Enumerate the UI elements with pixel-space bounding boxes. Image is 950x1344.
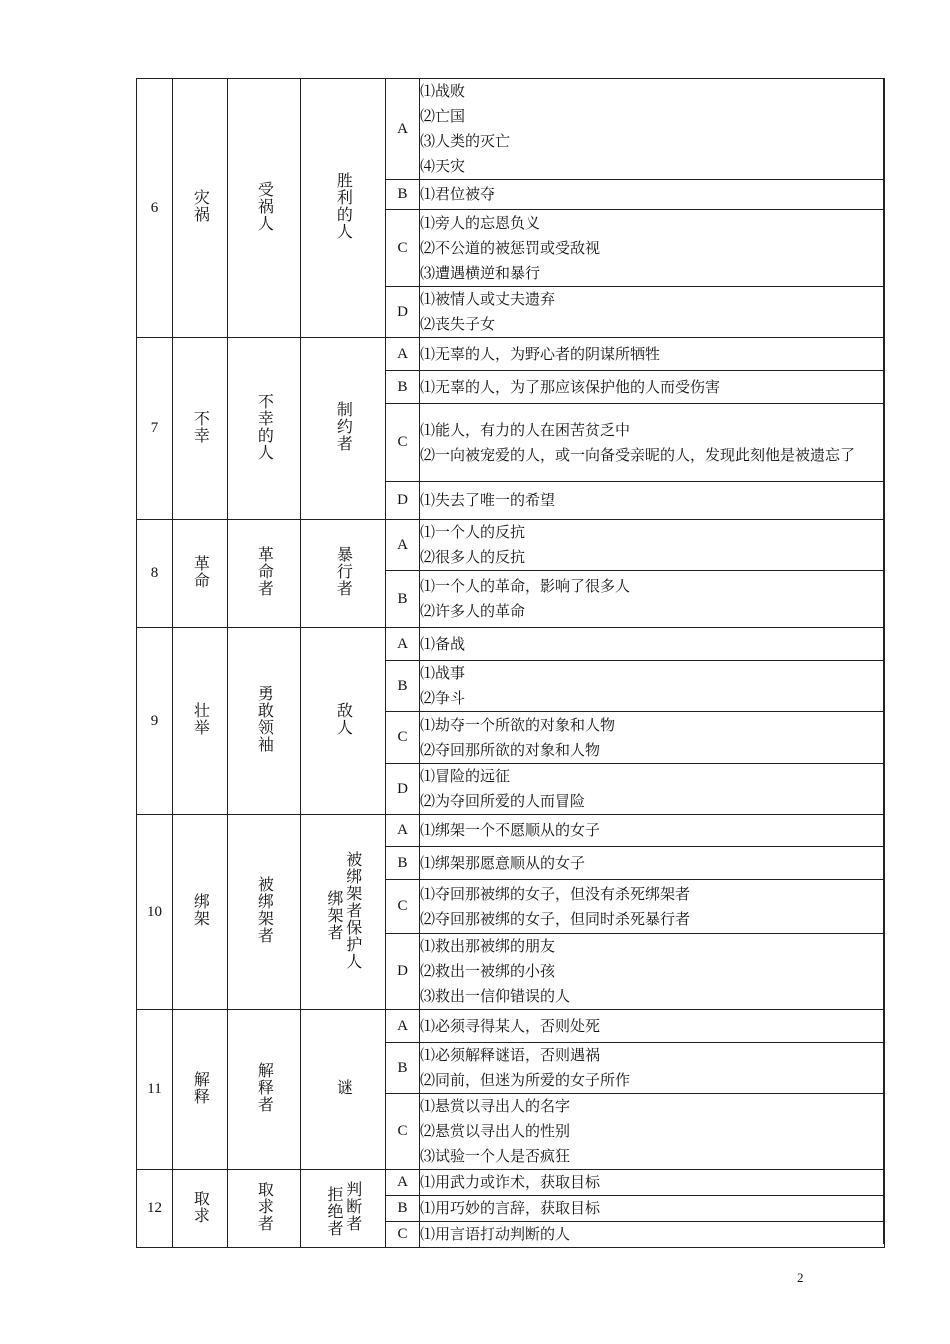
list-item: ⑵为夺回所爱的人而冒险 <box>420 792 586 810</box>
role-secondary <box>301 815 386 1010</box>
list-item: ⑴战败 <box>420 82 466 100</box>
role-primary-text: 受祸人 <box>255 180 275 232</box>
pattern-name <box>173 338 228 520</box>
table-row <box>137 815 885 847</box>
pattern-number: 7 <box>137 338 173 520</box>
list-item: ⑴一个人的革命，影响了很多人 <box>420 577 631 595</box>
pattern-name <box>173 1170 228 1248</box>
role-secondary <box>301 628 386 815</box>
pattern-name-text: 革命 <box>191 554 211 589</box>
role-secondary-text: 判断者 <box>343 1181 363 1232</box>
role-secondary-text: 敌人 <box>334 702 354 736</box>
role-secondary <box>301 338 386 520</box>
role-primary <box>228 1170 301 1248</box>
sub-pattern-letter: B <box>386 571 420 628</box>
role-primary <box>228 1010 301 1170</box>
list-item: ⑴必须寻得某人，否则处死 <box>420 1016 601 1035</box>
list-item: ⑴用言语打动判断的人 <box>420 1225 571 1243</box>
list-item: ⑶救出一信仰错误的人 <box>420 987 571 1005</box>
table-row <box>137 1010 885 1043</box>
role-secondary-text: 暴行者 <box>334 546 354 597</box>
sub-pattern-items <box>420 815 885 847</box>
pattern-number: 6 <box>137 79 173 338</box>
sub-pattern-items <box>420 482 885 520</box>
sub-pattern-items <box>420 1222 885 1248</box>
list-item: ⑵同前，但迷为所爱的女子所作 <box>420 1071 631 1089</box>
role-secondary-group <box>335 401 352 452</box>
list-item: ⑴君位被夺 <box>420 185 496 203</box>
role-secondary-text: 绑架者 <box>325 889 344 941</box>
sub-pattern-items <box>420 520 885 571</box>
pattern-name-text: 壮举 <box>191 702 211 736</box>
list-item: ⑴战事 <box>420 664 466 682</box>
sub-pattern-letter: A <box>386 628 420 661</box>
list-item: ⑵很多人的反抗 <box>420 548 526 566</box>
pattern-name-text: 不幸 <box>191 409 211 444</box>
role-primary-text: 革命者 <box>255 546 275 597</box>
role-primary-text: 取求者 <box>255 1181 275 1232</box>
sub-pattern-items <box>420 571 885 628</box>
role-secondary <box>301 1010 386 1170</box>
list-item: ⑴能人，有力的人在困苦贫乏中 <box>420 420 631 439</box>
sub-pattern-letter: D <box>386 287 420 338</box>
list-item: ⑵夺回那所欲的对象和人物 <box>420 740 601 759</box>
list-item: ⑵悬赏以寻出人的性别 <box>420 1122 571 1140</box>
sub-pattern-letter: A <box>386 338 420 371</box>
sub-pattern-items <box>420 712 885 764</box>
pattern-name <box>173 520 228 628</box>
sub-pattern-items <box>420 934 885 1010</box>
role-secondary-group <box>335 1079 352 1096</box>
pattern-name <box>173 1010 228 1170</box>
role-primary <box>228 520 301 628</box>
pattern-name-text: 取求 <box>191 1189 211 1224</box>
role-secondary-group <box>335 172 352 240</box>
list-item: ⑶人类的灭亡 <box>420 132 511 150</box>
role-secondary-group <box>325 851 361 970</box>
pattern-name-text: 灾祸 <box>191 189 211 223</box>
pattern-number: 9 <box>137 628 173 815</box>
pattern-name <box>173 628 228 815</box>
sub-pattern-letter: C <box>386 404 420 482</box>
list-item: ⑴旁人的忘恩负义 <box>420 213 541 232</box>
list-item: ⑵夺回那被绑的女子，但同时杀死暴行者 <box>420 909 691 928</box>
page-number: 2 <box>797 1270 804 1285</box>
list-item: ⑴备战 <box>420 634 466 653</box>
pattern-number: 11 <box>137 1010 173 1170</box>
role-primary <box>228 815 301 1010</box>
role-secondary-text: 拒绝者 <box>325 1186 344 1237</box>
pattern-number: 10 <box>137 815 173 1010</box>
pattern-number: 12 <box>137 1170 173 1248</box>
list-item: ⑴绑架一个不愿顺从的女子 <box>420 821 601 839</box>
role-secondary-text: 谜 <box>334 1079 354 1096</box>
list-item: ⑴冒险的远征 <box>420 767 511 785</box>
table-right-border <box>883 78 884 1244</box>
list-item: ⑵亡国 <box>420 107 466 125</box>
list-item: ⑴失去了唯一的希望 <box>420 491 556 509</box>
role-primary <box>228 628 301 815</box>
pattern-name <box>173 815 228 1010</box>
list-item: ⑵救出一被绑的小孩 <box>420 962 556 980</box>
sub-pattern-letter: A <box>386 1010 420 1043</box>
sub-pattern-items <box>420 1010 885 1043</box>
table-row <box>137 520 885 571</box>
sub-pattern-items <box>420 180 885 210</box>
role-secondary-group <box>335 702 352 736</box>
sub-pattern-letter: D <box>386 934 420 1010</box>
list-item: ⑴无辜的人，为野心者的阴谋所牺牲 <box>420 344 661 363</box>
sub-pattern-letter: D <box>386 764 420 815</box>
sub-pattern-items <box>420 287 885 338</box>
list-item: ⑴绑架那愿意顺从的女子 <box>420 853 586 872</box>
sub-pattern-items <box>420 1043 885 1094</box>
sub-pattern-letter: B <box>386 661 420 712</box>
role-primary-text: 不幸的人 <box>255 392 275 461</box>
role-secondary-group <box>325 1176 361 1237</box>
role-primary-text: 勇敢领袖 <box>255 685 275 753</box>
sub-pattern-letter: A <box>386 520 420 571</box>
role-primary-text: 解释者 <box>255 1062 275 1113</box>
list-item: ⑴用武力或诈术，获取目标 <box>420 1173 601 1191</box>
sub-pattern-letter: B <box>386 180 420 210</box>
sub-pattern-letter: C <box>386 712 420 764</box>
sub-pattern-items <box>420 661 885 712</box>
sub-pattern-letter: D <box>386 482 420 520</box>
role-secondary <box>301 1170 386 1248</box>
sub-pattern-items <box>420 880 885 934</box>
list-item: ⑴必须解释谜语，否则遇祸 <box>420 1046 601 1064</box>
list-item: ⑴用巧妙的言辞，获取目标 <box>420 1199 601 1217</box>
role-secondary <box>301 79 386 338</box>
list-item: ⑶试验一个人是否疯狂 <box>420 1147 571 1165</box>
sub-pattern-items <box>420 210 885 287</box>
role-secondary-text: 制约者 <box>334 401 354 452</box>
role-primary <box>228 338 301 520</box>
list-item: ⑶遭遇横逆和暴行 <box>420 263 541 282</box>
sub-pattern-letter: C <box>386 880 420 934</box>
table-row <box>137 1170 885 1196</box>
sub-pattern-items <box>420 404 885 482</box>
sub-pattern-items <box>420 1196 885 1222</box>
table-row <box>137 628 885 661</box>
list-item: ⑴劫夺一个所欲的对象和人物 <box>420 715 616 734</box>
sub-pattern-items <box>420 371 885 404</box>
list-item: ⑴无辜的人，为了那应该保护他的人而受伤害 <box>420 377 721 396</box>
sub-pattern-items <box>420 764 885 815</box>
list-item: ⑵一向被宠爱的人，或一向备受亲昵的人，发现此刻他是被遗忘了 <box>420 445 856 464</box>
list-item: ⑴被情人或丈夫遗弃 <box>420 290 556 308</box>
sub-pattern-letter: A <box>386 79 420 180</box>
list-item: ⑵不公道的被惩罚或受敌视 <box>420 238 601 257</box>
sub-pattern-items <box>420 1094 885 1170</box>
sub-pattern-items <box>420 847 885 880</box>
plot-pattern-table <box>136 78 885 1248</box>
sub-pattern-letter: B <box>386 847 420 880</box>
sub-pattern-items <box>420 628 885 661</box>
role-secondary-group <box>335 546 352 597</box>
sub-pattern-items <box>420 79 885 180</box>
sub-pattern-items <box>420 338 885 371</box>
pattern-number: 8 <box>137 520 173 628</box>
sub-pattern-items <box>420 1170 885 1196</box>
pattern-name <box>173 79 228 338</box>
table-row <box>137 79 885 180</box>
role-secondary <box>301 520 386 628</box>
sub-pattern-letter: C <box>386 1222 420 1248</box>
table-row <box>137 338 885 371</box>
sub-pattern-letter: B <box>386 371 420 404</box>
sub-pattern-letter: C <box>386 1094 420 1170</box>
list-item: ⑷天灾 <box>420 157 466 175</box>
sub-pattern-letter: A <box>386 1170 420 1196</box>
sub-pattern-letter: B <box>386 1196 420 1222</box>
sub-pattern-letter: B <box>386 1043 420 1094</box>
pattern-name-text: 绑架 <box>191 893 211 927</box>
list-item: ⑵争斗 <box>420 689 466 707</box>
list-item: ⑴救出那被绑的朋友 <box>420 937 556 955</box>
pattern-name-text: 解释 <box>191 1070 211 1105</box>
role-secondary-text: 被绑架者保护人 <box>343 850 363 970</box>
sub-pattern-letter: A <box>386 815 420 847</box>
list-item: ⑴悬赏以寻出人的名字 <box>420 1097 571 1115</box>
role-secondary-text: 胜利的人 <box>334 172 354 240</box>
list-item: ⑴一个人的反抗 <box>420 523 526 541</box>
sub-pattern-letter: C <box>386 210 420 287</box>
list-item: ⑵丧失子女 <box>420 315 496 333</box>
list-item: ⑴夺回那被绑的女子，但没有杀死绑架者 <box>420 884 691 903</box>
role-primary <box>228 79 301 338</box>
role-primary-text: 被绑架者 <box>255 876 275 944</box>
list-item: ⑵许多人的革命 <box>420 602 526 620</box>
